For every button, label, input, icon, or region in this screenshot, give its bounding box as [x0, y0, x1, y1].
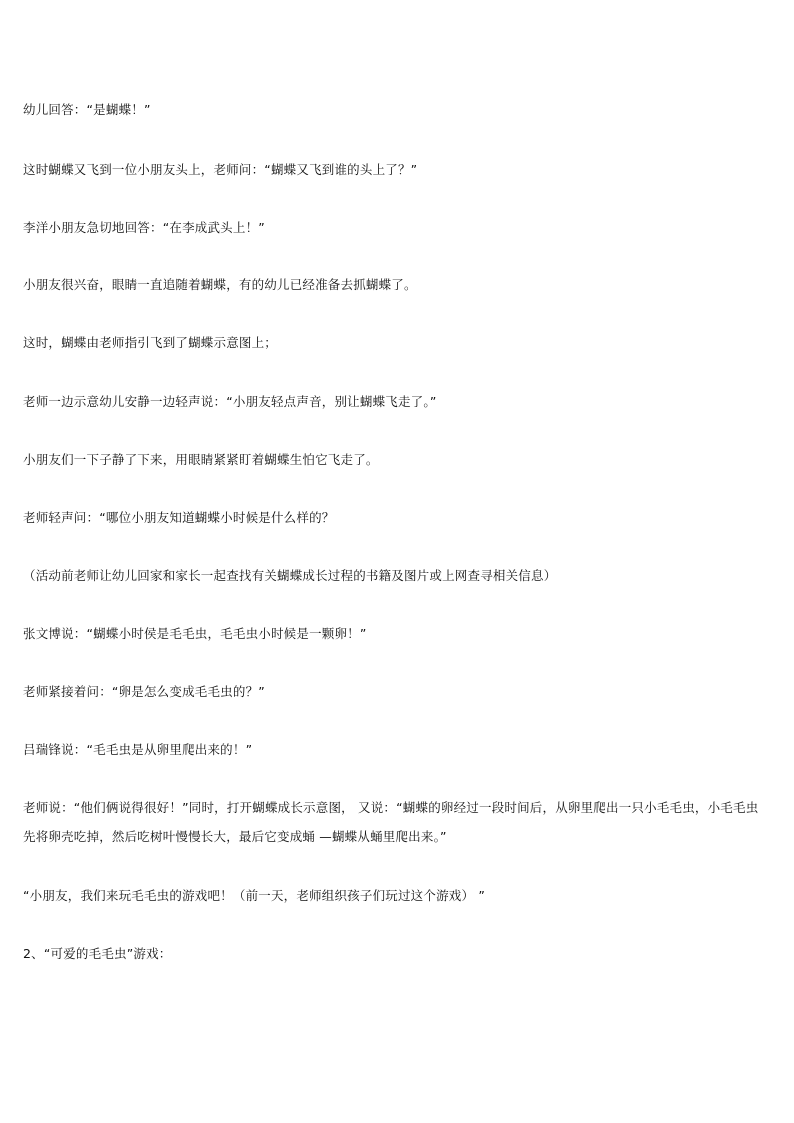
paragraph: “小朋友，我们来玩毛毛虫的游戏吧！（前一天，老师组织孩子们玩过这个游戏） ”	[23, 888, 486, 903]
paragraph: 老师紧接着问：“卵是怎么变成毛毛虫的？”	[23, 684, 265, 699]
paragraph: 老师说：“他们俩说得很好！”同时，打开蝴蝶成长示意图， 又说：“蝴蝶的卵经过一段时间后，从卵里爬出一只小毛毛虫，小毛毛虫先将卵壳吃掉，然后吃树叶慢慢长大，最后它变成蛹 —蝴蝶从蛹里爬出来。”	[23, 800, 759, 844]
paragraph: 这时，蝴蝶由老师指引飞到了蝴蝶示意图上；	[23, 335, 278, 350]
paragraph: 2、“可爱的毛毛虫”游戏：	[23, 946, 172, 961]
paragraph: 老师轻声问：“哪位小朋友知道蝴蝶小时候是什么样的？	[23, 510, 335, 525]
paragraph: 这时蝴蝶又飞到一位小朋友头上，老师问：“蝴蝶又飞到谁的头上了？”	[23, 162, 418, 177]
paragraph: 张文博说：“蝴蝶小时侯是毛毛虫，毛毛虫小时候是一颗卵！”	[23, 626, 367, 641]
paragraph: （活动前老师让幼儿回家和家长一起查找有关蝴蝶成长过程的书籍及图片或上网查寻相关信息）	[23, 568, 557, 583]
paragraph: 吕瑞锋说：“毛毛虫是从卵里爬出来的！”	[23, 742, 253, 757]
paragraph: 李洋小朋友急切地回答：“在李成武头上！”	[23, 220, 265, 235]
paragraph: 幼儿回答：“是蝴蝶！”	[23, 102, 151, 117]
paragraph: 小朋友们一下子静了下来，用眼睛紧紧盯着蝴蝶生怕它飞走了。	[23, 452, 379, 467]
paragraph: 小朋友很兴奋，眼睛一直追随着蝴蝶，有的幼儿已经准备去抓蝴蝶了。	[23, 277, 417, 292]
paragraph: 老师一边示意幼儿安静一边轻声说：“小朋友轻点声音，别让蝴蝶飞走了。”	[23, 394, 437, 409]
